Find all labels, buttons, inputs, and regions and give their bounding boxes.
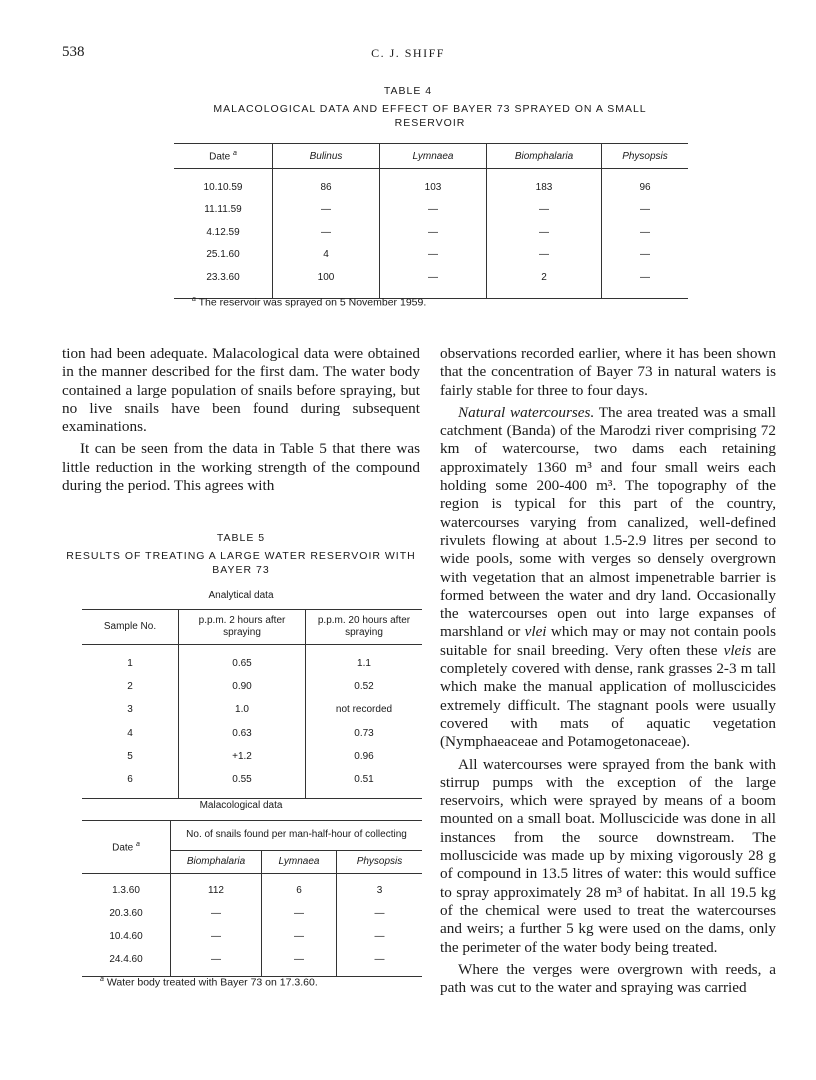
table-cell: — <box>337 948 423 977</box>
table-row <box>82 948 422 977</box>
table-cell: 0.65 <box>179 645 306 676</box>
table-cell: 3 <box>127 704 133 716</box>
table-cell: — <box>273 221 380 244</box>
table-cell: 1.0 <box>179 698 306 721</box>
table4-label: TABLE 4 <box>383 85 433 97</box>
table-cell: 23.3.60 <box>206 271 240 283</box>
right-column-text <box>440 345 776 997</box>
table-cell: — <box>171 925 262 948</box>
table-cell: — <box>380 244 487 267</box>
table4-col-lymnaea: Lymnaea <box>380 144 487 169</box>
table5a-col-2h: p.p.m. 2 hours after spraying <box>179 610 306 645</box>
table5b-col-lymnaea: Lymnaea <box>262 850 337 873</box>
table-cell: — <box>337 925 423 948</box>
table-cell: 6 <box>262 874 337 903</box>
table-cell: — <box>487 244 602 267</box>
table-cell: 0.52 <box>306 675 423 698</box>
table-cell: 0.55 <box>179 768 306 799</box>
table-cell: — <box>171 948 262 977</box>
table5-analytical <box>82 609 422 799</box>
table-cell: 3 <box>337 874 423 903</box>
table5-malacological-subtitle: Malacological data <box>199 800 283 811</box>
paragraph: tion had been adequate. Malacological data were obtained in the manner described for the first dam. The water body contained a large population of snails before spraying, but no live snails have been found during subsequent examinations. <box>62 345 420 436</box>
table-cell: 103 <box>380 169 487 199</box>
table-cell: 10.10.59 <box>203 181 243 193</box>
table-cell: 1.1 <box>306 645 423 676</box>
table4-footnote: $^a$ The reservoir was sprayed on 5 November 1959. <box>192 296 427 309</box>
table-cell: 0.96 <box>306 745 423 768</box>
table-cell: not recorded <box>306 698 423 721</box>
table-cell: 4 <box>273 244 380 267</box>
table-row <box>82 645 422 676</box>
table5b-col-date: Date $^a$ <box>82 821 171 874</box>
table-cell: — <box>602 221 689 244</box>
table-row <box>82 722 422 745</box>
table-cell: — <box>487 221 602 244</box>
table-cell: — <box>487 199 602 222</box>
paragraph: All watercourses were sprayed from the bank with stirrup pumps with the exception of the large reservoirs, which were sprayed by means of a boom mounted on a small boat. Molluscicide was done in all instances from the source downstream. The molluscicide was made up by mixing vigorously 28 g of compound in 13.5 litres of water: this would suffice to spray approximately 28 m³ of habitat. In all 19.5 kg of the chemical were used to treat the watercourses and weirs; a further 5 kg were used on the dams, only the perimeter of the water body being treated. <box>440 755 776 956</box>
table5-label: TABLE 5 <box>216 532 266 544</box>
table5a-col-20h: p.p.m. 20 hours after spraying <box>306 610 423 645</box>
left-column-text <box>62 345 420 495</box>
table-cell: 1 <box>127 658 133 670</box>
table-cell: 25.1.60 <box>206 249 240 261</box>
table5-analytical-subtitle: Analytical data <box>208 590 274 601</box>
table-row <box>82 925 422 948</box>
table-cell: — <box>380 266 487 298</box>
table4-col-physopsis: Physopsis <box>602 144 689 169</box>
table-cell: 2 <box>127 681 133 693</box>
table5-footnote: $^a$ Water body treated with Bayer 73 on 17.3.60. <box>100 976 318 989</box>
table-cell: 6 <box>127 774 133 786</box>
table5a-col-sample: Sample No. <box>82 610 179 645</box>
table-row <box>82 768 422 799</box>
running-head: C. J. SHIFF <box>371 46 445 60</box>
table4-col-biomphalaria: Biomphalaria <box>487 144 602 169</box>
table-cell: 112 <box>171 874 262 903</box>
table5-title: RESULTS OF TREATING A LARGE WATER RESERVOIR WITH BAYER 73 <box>66 550 416 576</box>
table-cell: 2 <box>487 266 602 298</box>
table-row <box>82 698 422 721</box>
table4-title: MALACOLOGICAL DATA AND EFFECT OF BAYER 73 SPRAYED ON A SMALL RESERVOIR <box>213 103 647 129</box>
table-row <box>82 745 422 768</box>
table5b-col-physopsis: Physopsis <box>337 850 423 873</box>
paragraph: It can be seen from the data in Table 5 that there was little reduction in the working strength of the compound during the period. This agrees with <box>62 440 420 495</box>
table-row <box>174 266 688 298</box>
table-cell: 0.51 <box>306 768 423 799</box>
table-cell: 86 <box>273 169 380 199</box>
table-cell: — <box>273 199 380 222</box>
table5b-col-biomphalaria: Biomphalaria <box>171 850 262 873</box>
table5a-header-row <box>82 610 422 645</box>
table-cell: 0.90 <box>179 675 306 698</box>
table-cell: — <box>380 199 487 222</box>
table5b-span-header: No. of snails found per man-half-hour of collecting <box>171 821 423 851</box>
table4 <box>174 143 688 299</box>
table-cell: 4 <box>127 727 133 739</box>
paragraph: observations recorded earlier, where it has been shown that the concentration of Bayer 73 in natural waters is fairly stable for three to four days. <box>440 345 776 399</box>
table-cell: 11.11.59 <box>204 204 242 216</box>
table-cell: — <box>262 948 337 977</box>
table-cell: +1.2 <box>179 745 306 768</box>
table-row <box>82 874 422 903</box>
table-cell: 96 <box>602 169 689 199</box>
table-cell: 24.4.60 <box>109 954 143 965</box>
section-heading: Natural watercourses. <box>458 403 595 421</box>
table5b-header-row <box>82 821 422 851</box>
page-number: 538 <box>62 44 85 60</box>
paragraph-natural-watercourses: Natural watercourses. The area treated was a small catchment (Banda) of the Marodzi river comprising 72 km of watercourse, two dams each retaining approximately 1360 m³ and four small weirs each holding some 200-400 m³. The topography of the region is typical for this part of the country, watercourses varying from canalized, well-defined rivulets flowing at about 1.5-2.9 litres per second to wide pools, some with verges so densely overgrown with vegetation that an almost impenetrable barrier is formed between the water and dry land. Occasionally the watercourses open out into large expanses of marshland or vlei which may or may not contain pools suitable for snail breeding. Very often these vleis are completely covered with dense, rank grasses 2-3 m tall which make the manual application of molluscicides extremely difficult. The stagnant pools were usually covered with mats of aquatic vegetation (Nymphaeaceae and Potamogetonaceae). <box>440 403 777 751</box>
table4-col-date: Date $^a$ <box>174 144 273 169</box>
table5-malacological <box>82 820 422 977</box>
table-cell: 4.12.59 <box>206 226 240 238</box>
table-cell: 1.3.60 <box>112 885 140 896</box>
table-cell: 183 <box>487 169 602 199</box>
table-row <box>174 244 688 267</box>
table-cell: — <box>380 221 487 244</box>
table4-header-row <box>174 144 688 169</box>
table-cell: — <box>337 902 423 925</box>
table-cell: — <box>171 902 262 925</box>
table-row <box>174 169 688 199</box>
table-row <box>82 675 422 698</box>
table-cell: 0.63 <box>179 722 306 745</box>
table-cell: — <box>602 266 689 298</box>
table-cell: — <box>602 244 689 267</box>
table-cell: 20.3.60 <box>109 908 143 919</box>
paragraph: Where the verges were overgrown with reeds, a path was cut to the water and spraying was carried <box>440 960 776 997</box>
table4-col-bulinus: Bulinus <box>273 144 380 169</box>
table-row <box>174 199 688 222</box>
table-cell: 10.4.60 <box>109 931 143 942</box>
table-cell: — <box>262 925 337 948</box>
table-cell: 100 <box>273 266 380 298</box>
table-cell: — <box>262 902 337 925</box>
table-cell: — <box>602 199 689 222</box>
table-cell: 0.73 <box>306 722 423 745</box>
table-row <box>82 902 422 925</box>
table-cell: 5 <box>127 750 133 762</box>
table-row <box>174 221 688 244</box>
